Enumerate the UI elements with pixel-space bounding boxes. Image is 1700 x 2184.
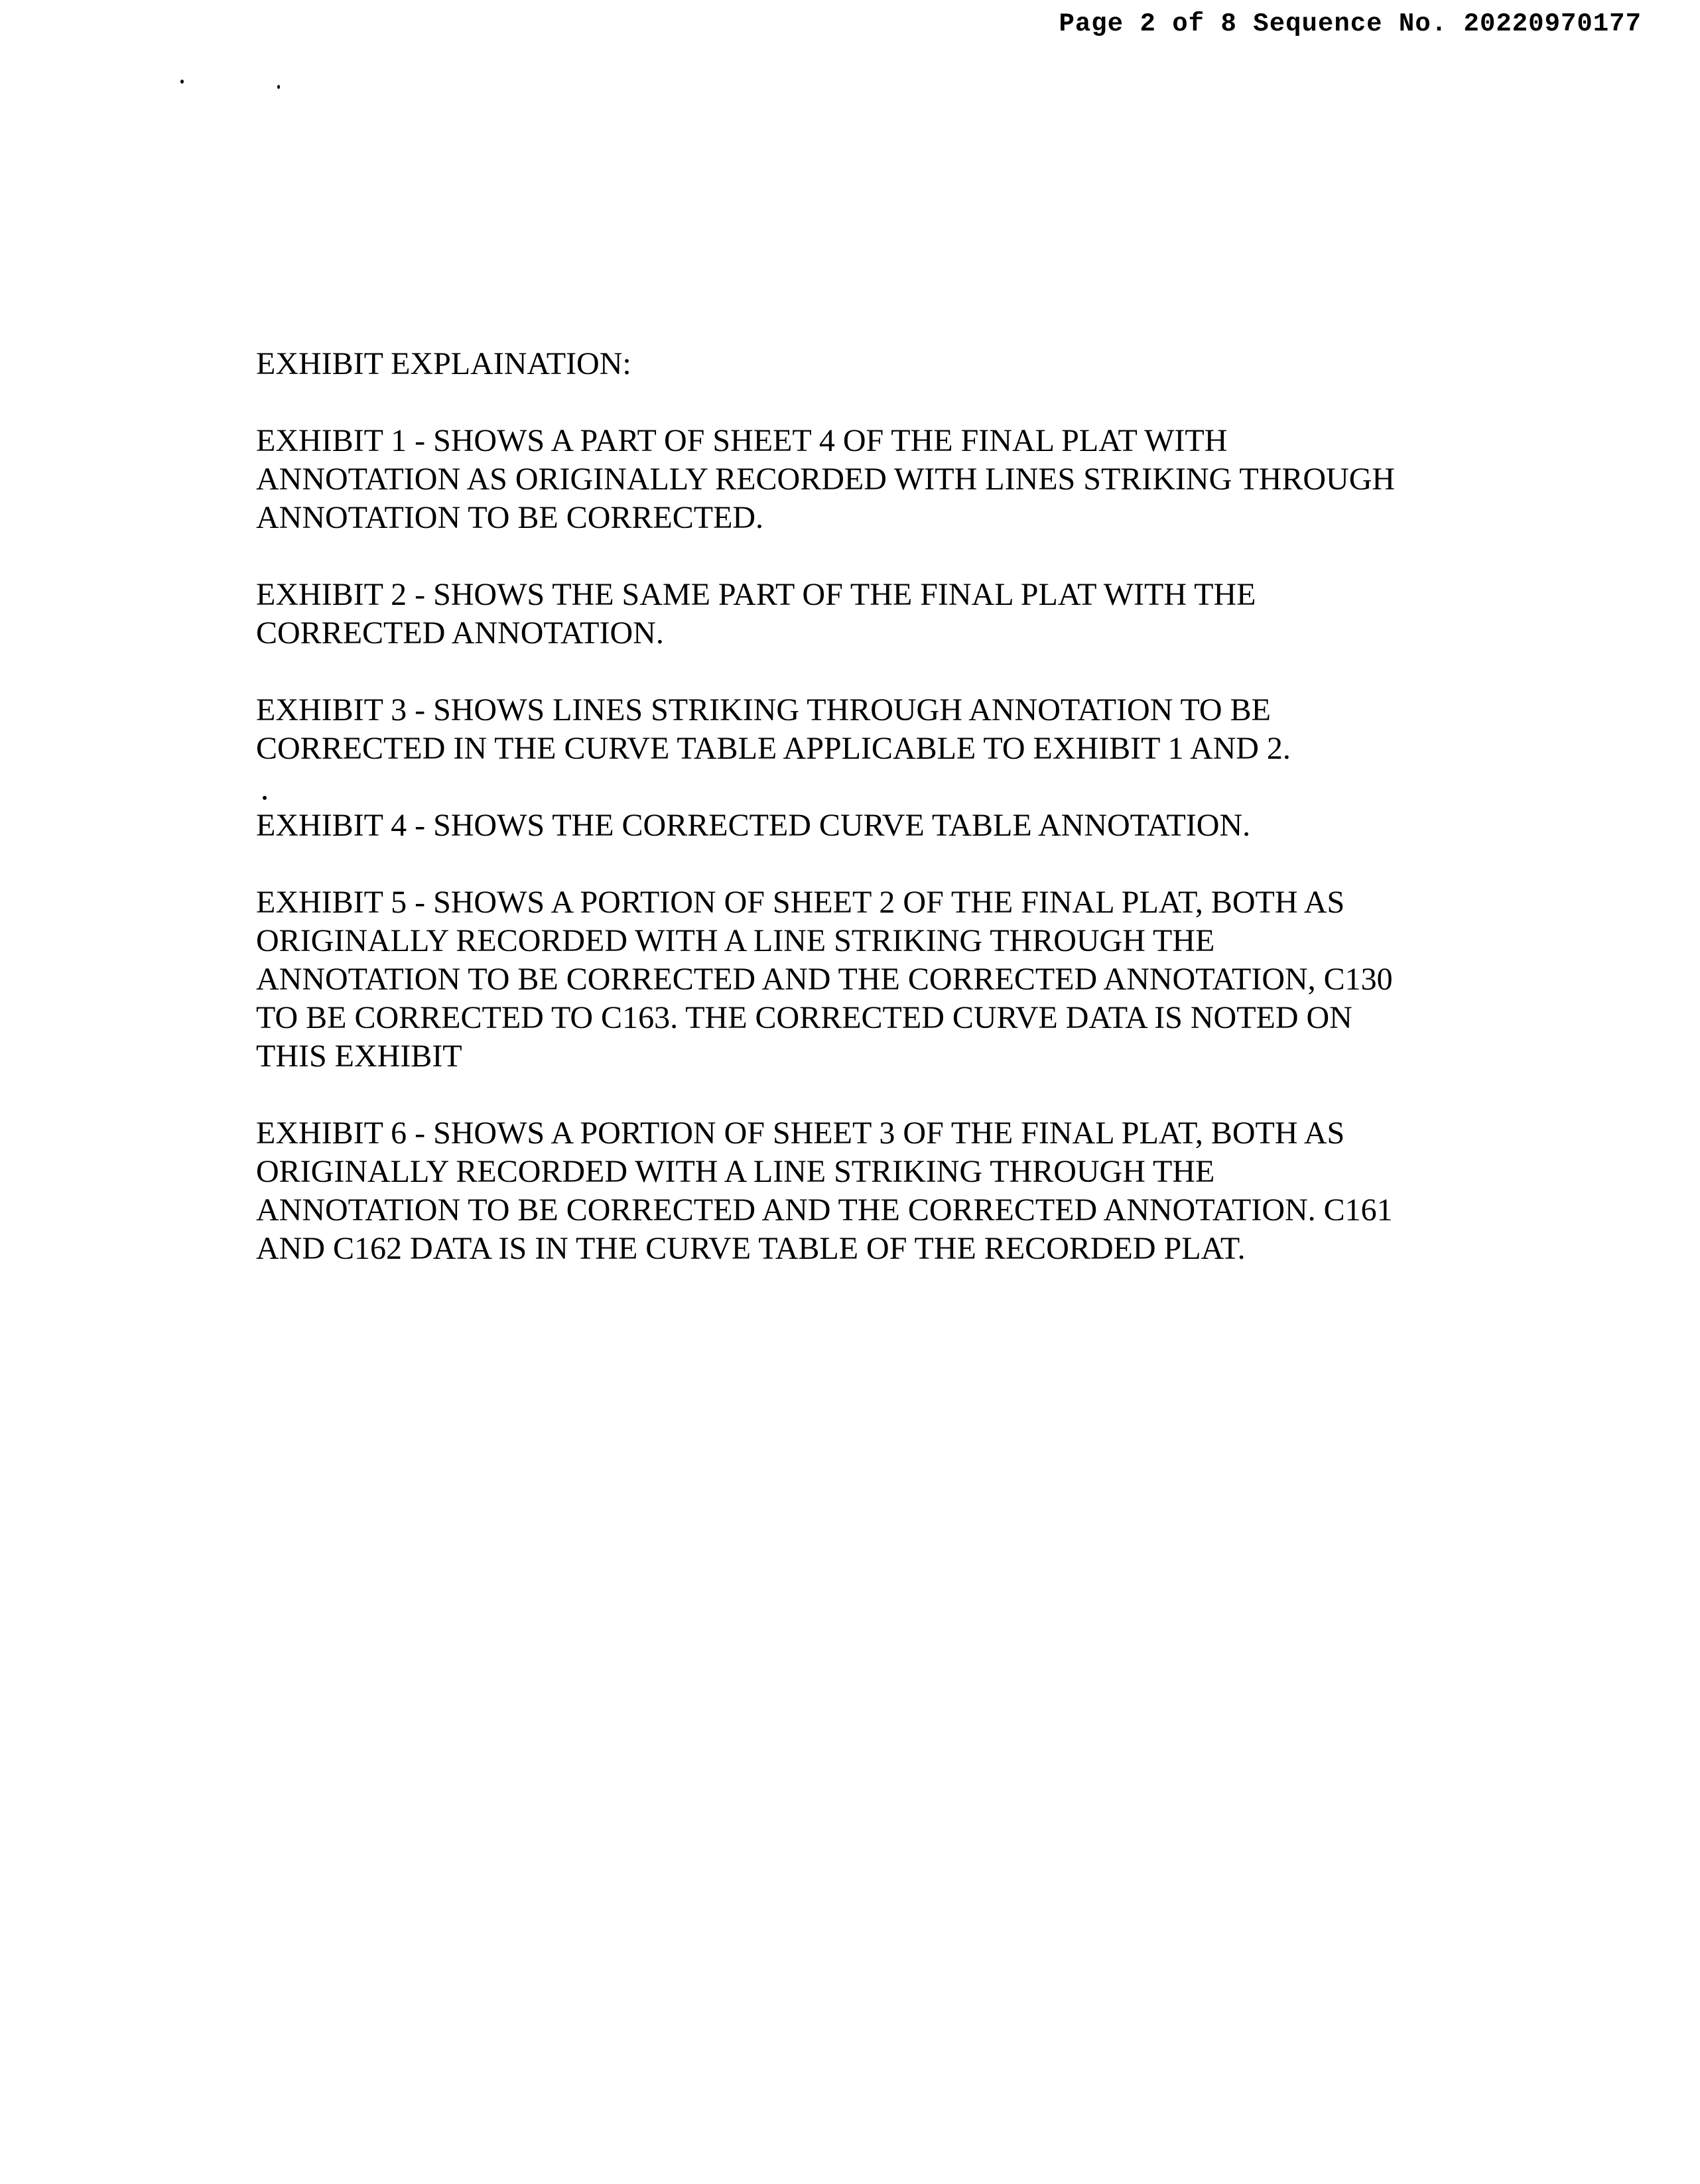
document-body (256, 345, 1556, 1307)
paragraph-line: ANNOTATION TO BE CORRECTED. (256, 500, 764, 535)
document-heading: EXHIBIT EXPLAINATION: (256, 346, 631, 381)
page-sequence-stamp: Page 2 of 8 Sequence No. 20220970177 (1059, 9, 1642, 38)
exhibit-1-paragraph (256, 422, 1556, 537)
exhibit-4-paragraph (256, 806, 1556, 845)
exhibit-3-paragraph (256, 691, 1556, 768)
paragraph-line: EXHIBIT 2 - SHOWS THE SAME PART OF THE FINAL PLAT WITH THE (256, 577, 1256, 612)
scan-speck (263, 796, 267, 800)
paragraph-line: EXHIBIT 4 - SHOWS THE CORRECTED CURVE TABLE ANNOTATION. (256, 808, 1251, 843)
paragraph-line: ORIGINALLY RECORDED WITH A LINE STRIKING THROUGH THE (256, 923, 1215, 958)
paragraph-line: ANNOTATION TO BE CORRECTED AND THE CORRECTED ANNOTATION. C161 (256, 1192, 1393, 1228)
paragraph-line: ANNOTATION AS ORIGINALLY RECORDED WITH LINES STRIKING THROUGH (256, 462, 1396, 497)
paragraph-line: CORRECTED ANNOTATION. (256, 615, 664, 651)
paragraph-line: AND C162 DATA IS IN THE CURVE TABLE OF THE RECORDED PLAT. (256, 1231, 1246, 1266)
paragraph-line: EXHIBIT 3 - SHOWS LINES STRIKING THROUGH ANNOTATION TO BE (256, 692, 1271, 728)
paragraph-line: ORIGINALLY RECORDED WITH A LINE STRIKING THROUGH THE (256, 1154, 1215, 1189)
scan-speck (277, 85, 280, 89)
scan-speck (180, 80, 184, 84)
paragraph-line: THIS EXHIBIT (256, 1039, 462, 1074)
paragraph-line: EXHIBIT 1 - SHOWS A PART OF SHEET 4 OF THE FINAL PLAT WITH (256, 423, 1228, 458)
paragraph-line: ANNOTATION TO BE CORRECTED AND THE CORRECTED ANNOTATION, C130 (256, 962, 1393, 997)
paragraph-line: TO BE CORRECTED TO C163. THE CORRECTED CURVE DATA IS NOTED ON (256, 1000, 1352, 1035)
exhibit-2-paragraph (256, 576, 1556, 653)
paragraph-line: EXHIBIT 5 - SHOWS A PORTION OF SHEET 2 OF THE FINAL PLAT, BOTH AS (256, 885, 1345, 920)
paragraph-line: CORRECTED IN THE CURVE TABLE APPLICABLE TO EXHIBIT 1 AND 2. (256, 731, 1291, 766)
paragraph-line: EXHIBIT 6 - SHOWS A PORTION OF SHEET 3 OF THE FINAL PLAT, BOTH AS (256, 1116, 1345, 1151)
exhibit-5-paragraph (256, 883, 1556, 1076)
exhibit-6-paragraph (256, 1114, 1556, 1268)
